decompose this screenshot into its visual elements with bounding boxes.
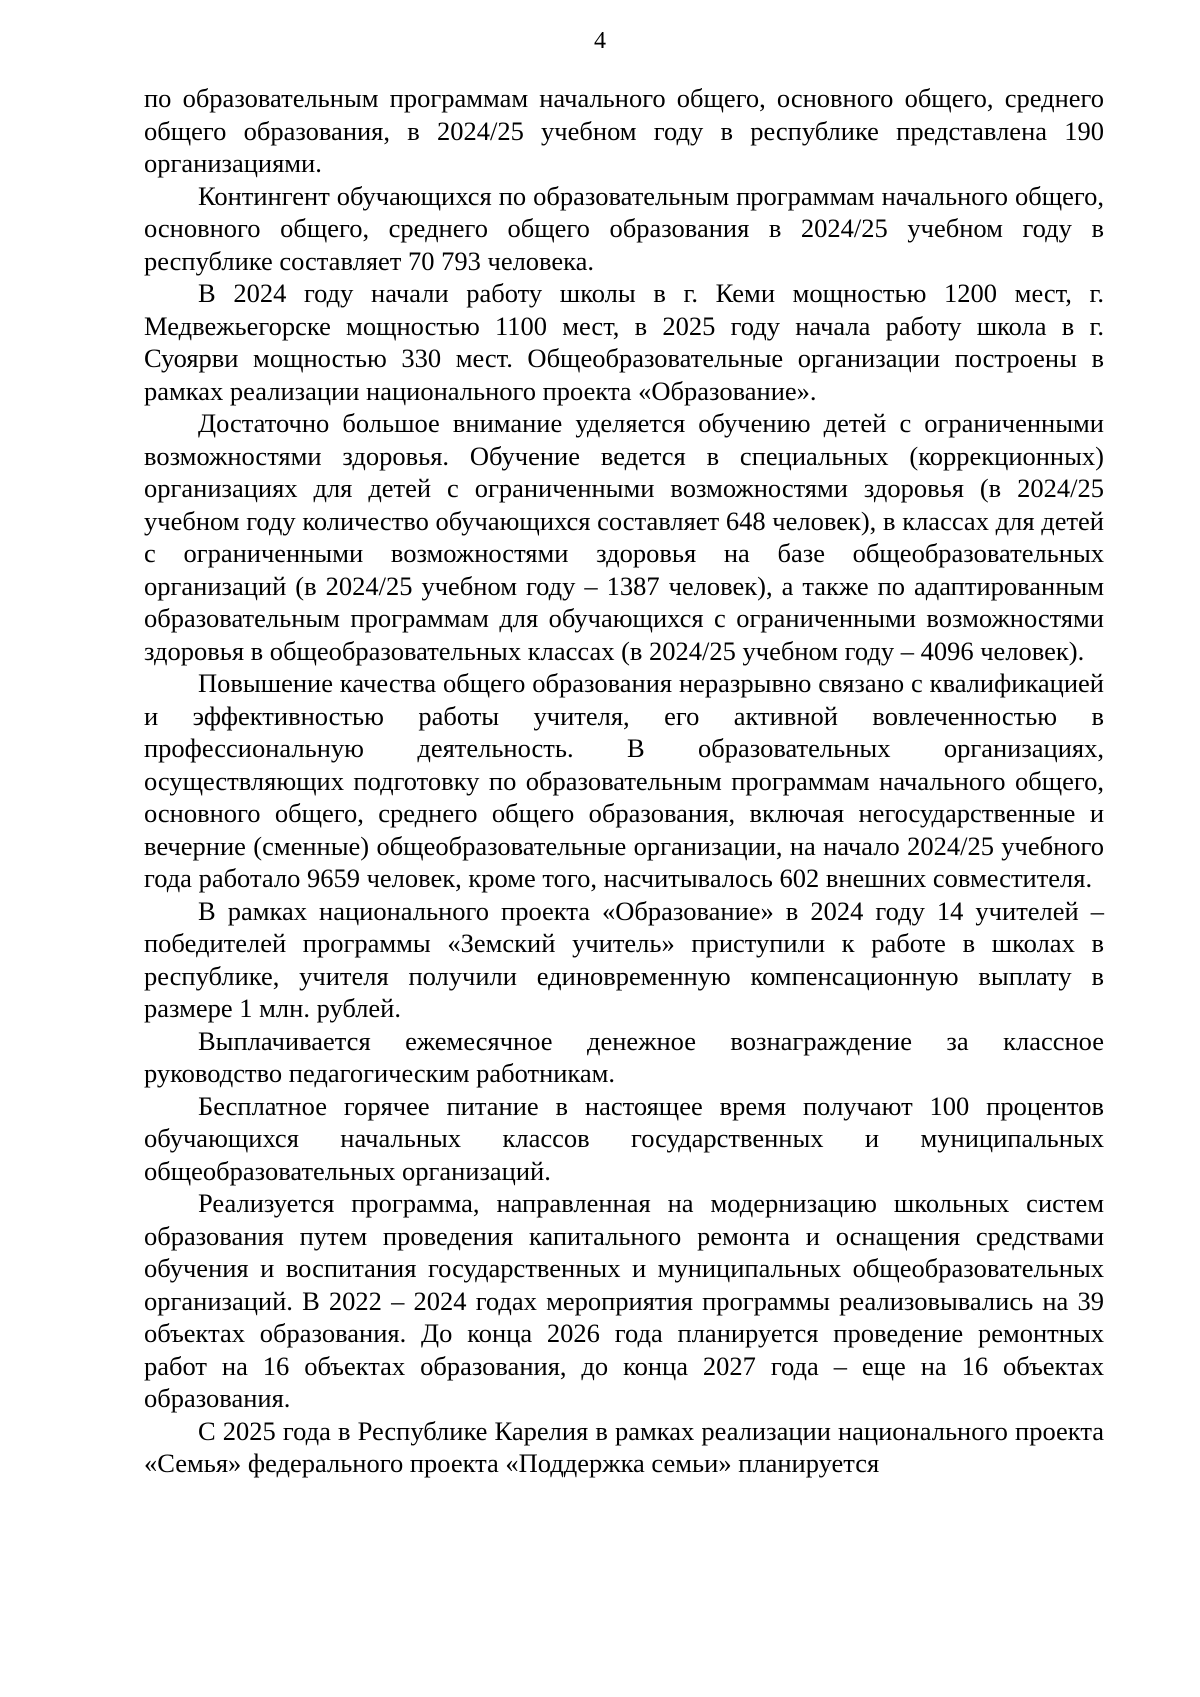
paragraph: Выплачивается ежемесячное денежное вознаграждение за классное руководство педагогическим работникам. <box>144 1025 1104 1088</box>
paragraph: В рамках национального проекта «Образование» в 2024 году 14 учителей – победителей программы «Земский учитель» приступили к работе в школах в республике, учителя получили единовременную компенсационную выплату в размере 1 млн. рублей. <box>144 895 1104 1023</box>
page-number: 4 <box>594 28 606 54</box>
paragraph: Повышение качества общего образования неразрывно связано с квалификацией и эффективностью работы учителя, его активной вовлеченностью в профессиональную деятельность. В образовательных организациях, осуществляющих подготовку по образовательным программам начального общего, основного общего, среднего общего образования, включая негосударственные и вечерние (сменные) общеобразовательные организации, на начало 2024/25 учебного года работало 9659 человек, кроме того, насчитывалось 602 внешних совместителя. <box>144 668 1104 893</box>
paragraph: Достаточно большое внимание уделяется обучению детей с ограниченными возможностями здоровья. Обучение ведется в специальных (коррекционных) организациях для детей с ограниченными возможностями здоровья (в 2024/25 учебном году количество обучающихся составляет 648 человек), в классах для детей с ограниченными возможностями здоровья на базе общеобразовательных организаций (в 2024/25 учебном году – 1387 человек), а также по адаптированным образовательным программам для обучающихся с ограниченными возможностями здоровья в общеобразовательных классах (в 2024/25 учебном году – 4096 человек). <box>144 408 1104 666</box>
paragraph: Контингент обучающихся по образовательным программам начального общего, основного общего, среднего общего образования в 2024/25 учебном году в республике составляет 70 793 человека. <box>144 180 1104 276</box>
paragraph: Бесплатное горячее питание в настоящее время получают 100 процентов обучающихся начальных классов государственных и муниципальных общеобразовательных организаций. <box>144 1090 1104 1186</box>
paragraph: по образовательным программам начального общего, основного общего, среднего общего образования, в 2024/25 учебном году в республике представлена 190 организациями. <box>144 83 1104 178</box>
body-text <box>144 82 1104 1480</box>
paragraph: В 2024 году начали работу школы в г. Кеми мощностью 1200 мест, г. Медвежьегорске мощностью 1100 мест, в 2025 году начала работу школа в г. Суоярви мощностью 330 мест. Общеобразовательные организации построены в рамках реализации национального проекта «Образование». <box>144 278 1104 406</box>
paragraph: Реализуется программа, направленная на модернизацию школьных систем образования путем проведения капитального ремонта и оснащения средствами обучения и воспитания государственных и муниципальных общеобразовательных организаций. В 2022 – 2024 годах мероприятия программы реализовывались на 39 объектах образования. До конца 2026 года планируется проведение ремонтных работ на 16 объектах образования, до конца 2027 года – еще на 16 объектах образования. <box>144 1188 1104 1413</box>
paragraph-continues: С 2025 года в Республике Карелия в рамках реализации национального проекта «Семья» федерального проекта «Поддержка семьи» планируется <box>144 1415 1104 1478</box>
